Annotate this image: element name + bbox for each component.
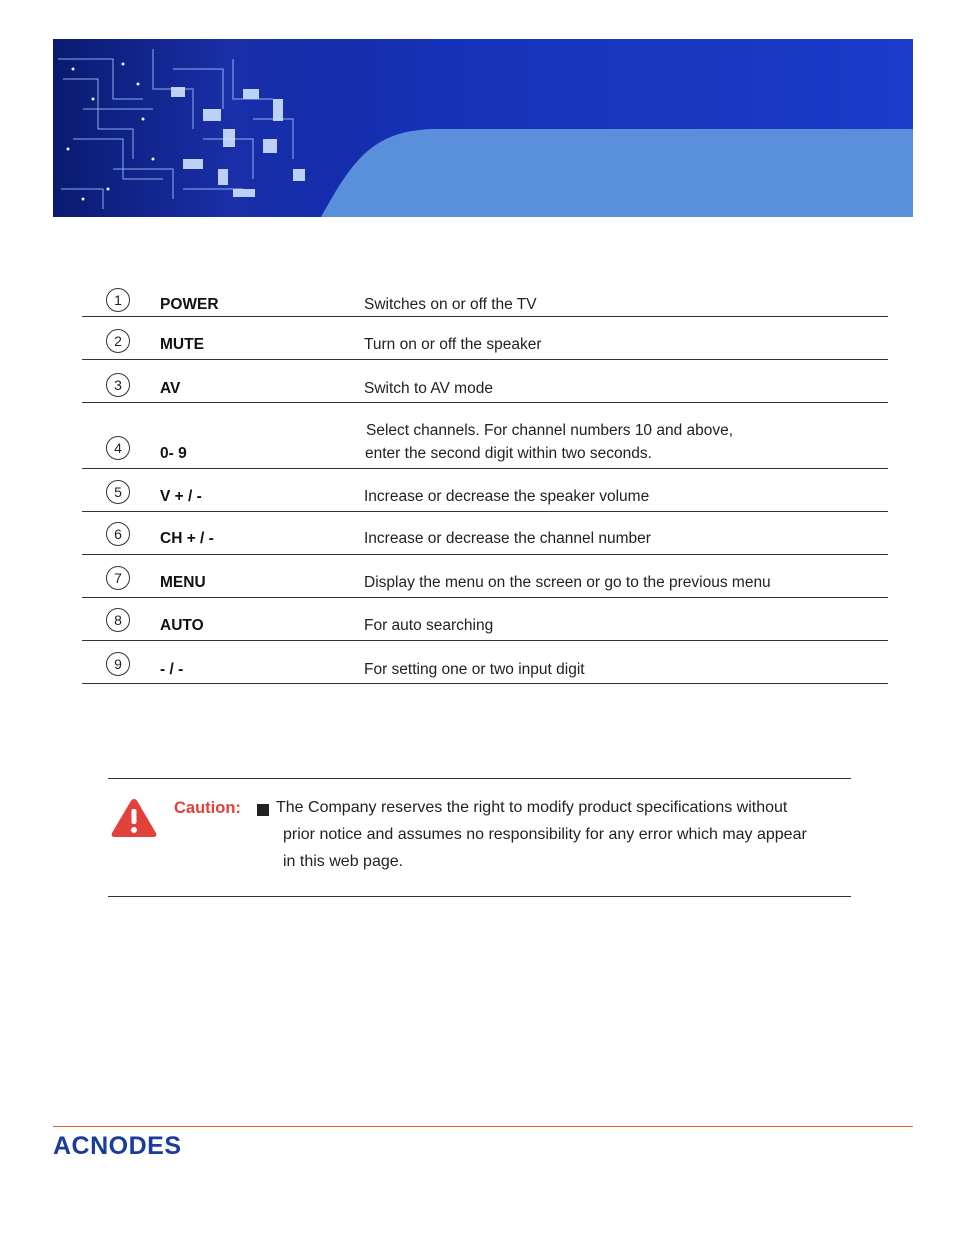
key-row-power	[82, 282, 888, 317]
bullet-square	[257, 804, 269, 816]
circled-number: 7	[106, 566, 130, 590]
key-description: Increase or decrease the channel number	[364, 530, 651, 547]
circled-number: 3	[106, 373, 130, 397]
circled-number: 6	[106, 522, 130, 546]
acnodes-logo-mark	[53, 1130, 213, 1160]
footer-rule	[53, 1126, 913, 1127]
circled-number: 8	[106, 608, 130, 632]
key-name: MUTE	[160, 336, 204, 353]
svg-text:ACNODES: ACNODES	[53, 1132, 182, 1160]
key-description: Increase or decrease the speaker volume	[364, 488, 650, 505]
key-name: V + / -	[160, 488, 202, 505]
warning-triangle-icon	[110, 797, 158, 839]
key-row-volume	[82, 469, 888, 512]
key-name: CH + / -	[160, 530, 214, 547]
circled-number: 4	[106, 436, 130, 460]
key-description-line1: Select channels. For channel numbers 10 and above,	[366, 422, 734, 439]
key-name: AV	[160, 380, 181, 397]
brand-logo	[53, 1130, 213, 1160]
caution-text-line1: The Company reserves the right to modify product specifications without	[276, 799, 788, 816]
remote-keys-table	[82, 282, 888, 684]
key-name: - / -	[160, 661, 184, 678]
key-description: Switch to AV mode	[364, 380, 493, 397]
header-banner	[53, 39, 913, 217]
key-row-menu	[82, 555, 888, 598]
key-description: For setting one or two input digit	[364, 661, 585, 678]
key-description: Switches on or off the TV	[364, 296, 537, 313]
circled-number: 2	[106, 329, 130, 353]
key-name: MENU	[160, 574, 206, 591]
key-row-digits	[82, 403, 888, 469]
key-name: 0- 9	[160, 445, 187, 462]
caution-label: Caution:	[174, 799, 241, 817]
circled-number: 5	[106, 480, 130, 504]
caution-text-line2: prior notice and assumes no responsibility for any error which may appear	[283, 826, 807, 843]
key-row-auto	[82, 598, 888, 641]
caution-text-line3: in this web page.	[283, 853, 404, 870]
caution-box	[108, 778, 851, 897]
key-description: Display the menu on the screen or go to the previous menu	[364, 574, 771, 591]
key-description-line2: enter the second digit within two seconds.	[365, 445, 652, 462]
circled-number: 9	[106, 652, 130, 676]
banner-wave-shape	[53, 39, 913, 217]
key-name: POWER	[160, 296, 219, 313]
key-description: Turn on or off the speaker	[364, 336, 542, 353]
key-row-av	[82, 360, 888, 403]
circled-number: 1	[106, 288, 130, 312]
key-description: For auto searching	[364, 617, 494, 634]
key-row-channel	[82, 512, 888, 555]
key-row-digit-select	[82, 641, 888, 684]
key-name: AUTO	[160, 617, 204, 634]
key-row-mute	[82, 317, 888, 360]
